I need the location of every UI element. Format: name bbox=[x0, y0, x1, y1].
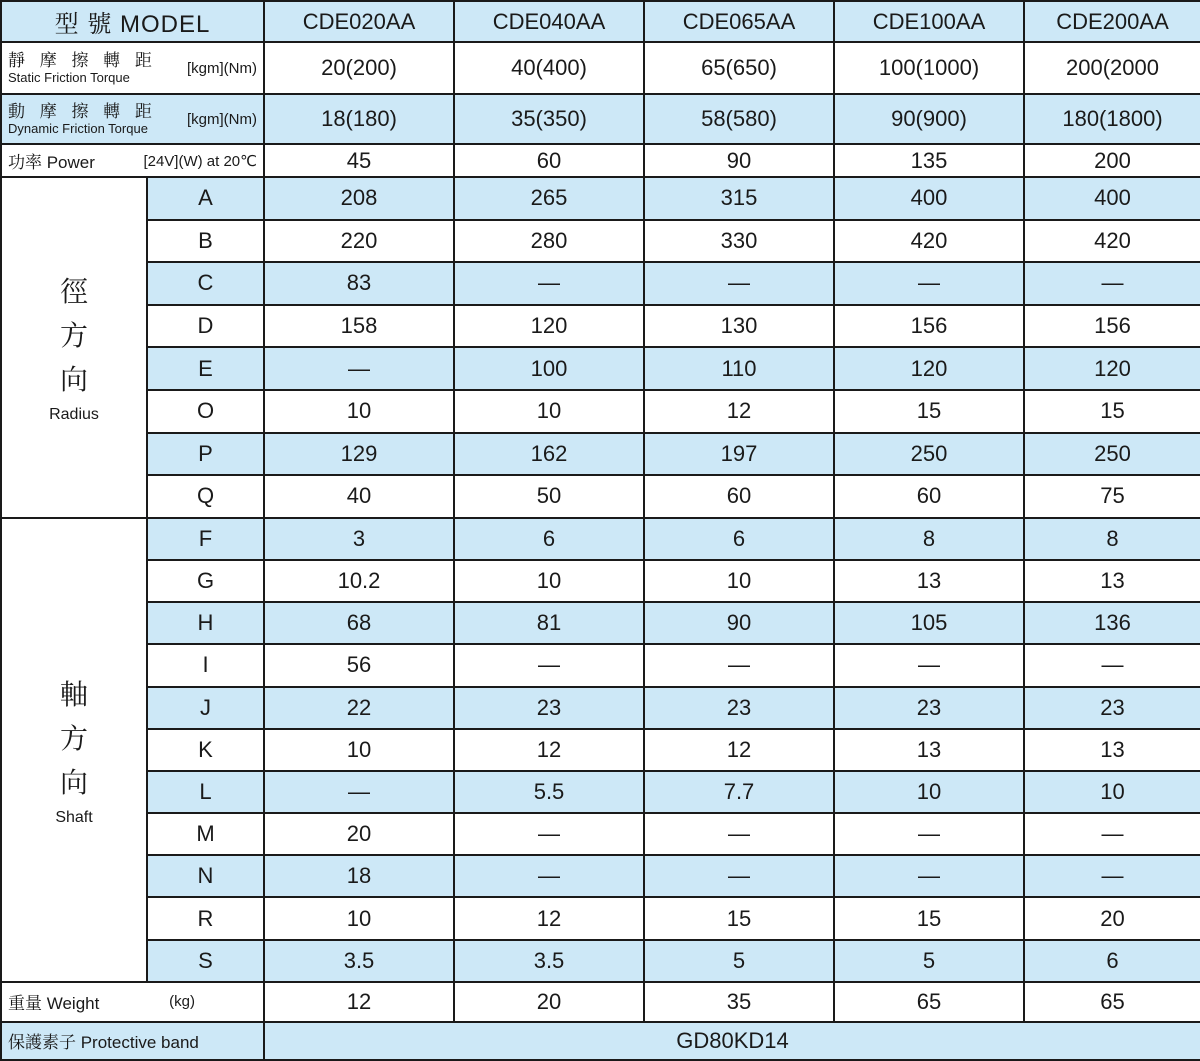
table-cell: 56 bbox=[264, 644, 454, 686]
table-cell: 75 bbox=[1024, 475, 1200, 518]
dimension-letter: L bbox=[147, 771, 264, 813]
table-cell: 20 bbox=[454, 982, 644, 1022]
dynamic-torque-label-en: Dynamic Friction Torque bbox=[8, 121, 148, 136]
table-cell: — bbox=[1024, 644, 1200, 686]
table-cell: 250 bbox=[1024, 433, 1200, 476]
table-cell: 81 bbox=[454, 602, 644, 644]
table-cell: — bbox=[644, 262, 834, 305]
table-cell: 8 bbox=[834, 518, 1024, 560]
table-cell: — bbox=[264, 771, 454, 813]
table-cell: 120 bbox=[834, 347, 1024, 390]
table-cell: — bbox=[644, 855, 834, 897]
table-cell: 3 bbox=[264, 518, 454, 560]
shaft-group-label-cn: 方 bbox=[59, 722, 88, 754]
dynamic-torque-row bbox=[1, 94, 1200, 144]
shaft-row bbox=[1, 897, 1200, 939]
radius-group-label-cn: 方 bbox=[59, 320, 88, 352]
table-cell: 83 bbox=[264, 262, 454, 305]
table-cell: 15 bbox=[834, 897, 1024, 939]
table-cell: 130 bbox=[644, 305, 834, 348]
table-cell: 20 bbox=[1024, 897, 1200, 939]
table-cell: — bbox=[644, 644, 834, 686]
dimension-letter: H bbox=[147, 602, 264, 644]
shaft-group-label bbox=[1, 518, 147, 982]
radius-group-label-cn: 向 bbox=[59, 364, 88, 396]
table-cell: 65(650) bbox=[644, 42, 834, 94]
shaft-row bbox=[1, 644, 1200, 686]
table-cell: 10 bbox=[264, 729, 454, 771]
table-cell: — bbox=[1024, 262, 1200, 305]
table-cell: 10.2 bbox=[264, 560, 454, 602]
shaft-row bbox=[1, 560, 1200, 602]
table-cell: 90 bbox=[644, 144, 834, 177]
table-cell: 58(580) bbox=[644, 94, 834, 144]
radius-row bbox=[1, 347, 1200, 390]
weight-unit: (kg) bbox=[169, 993, 195, 1011]
model-name: CDE020AA bbox=[264, 1, 454, 42]
table-cell: 120 bbox=[454, 305, 644, 348]
shaft-row bbox=[1, 855, 1200, 897]
table-cell: 45 bbox=[264, 144, 454, 177]
power-label-text: 功率 Power bbox=[8, 153, 95, 172]
table-cell: 15 bbox=[834, 390, 1024, 433]
table-cell: 50 bbox=[454, 475, 644, 518]
table-cell: 420 bbox=[1024, 220, 1200, 263]
radius-row bbox=[1, 262, 1200, 305]
protective-band-row bbox=[1, 1022, 1200, 1060]
power-row bbox=[1, 144, 1200, 177]
table-cell: 10 bbox=[834, 771, 1024, 813]
table-cell: 12 bbox=[644, 390, 834, 433]
table-cell: 250 bbox=[834, 433, 1024, 476]
weight-label bbox=[1, 982, 264, 1022]
dimension-letter: G bbox=[147, 560, 264, 602]
table-cell: 12 bbox=[264, 982, 454, 1022]
table-cell: — bbox=[834, 644, 1024, 686]
table-cell: 280 bbox=[454, 220, 644, 263]
model-label: 型 號 MODEL bbox=[1, 1, 264, 42]
table-cell: 400 bbox=[1024, 177, 1200, 220]
table-cell: 18(180) bbox=[264, 94, 454, 144]
table-cell: 10 bbox=[264, 897, 454, 939]
model-name: CDE065AA bbox=[644, 1, 834, 42]
radius-group-label bbox=[1, 177, 147, 518]
table-cell: — bbox=[834, 855, 1024, 897]
table-cell: 135 bbox=[834, 144, 1024, 177]
table-cell: 12 bbox=[454, 897, 644, 939]
dimension-letter: Q bbox=[147, 475, 264, 518]
dimension-letter: B bbox=[147, 220, 264, 263]
table-cell: 23 bbox=[454, 687, 644, 729]
table-cell: 100 bbox=[454, 347, 644, 390]
table-cell: 10 bbox=[454, 390, 644, 433]
table-cell: 23 bbox=[644, 687, 834, 729]
table-cell: 15 bbox=[1024, 390, 1200, 433]
table-cell: 200 bbox=[1024, 144, 1200, 177]
table-cell: 158 bbox=[264, 305, 454, 348]
table-cell: 40(400) bbox=[454, 42, 644, 94]
table-cell: — bbox=[644, 813, 834, 855]
table-cell: 90(900) bbox=[834, 94, 1024, 144]
protective-band-value: GD80KD14 bbox=[264, 1022, 1200, 1060]
table-cell: 330 bbox=[644, 220, 834, 263]
table-cell: 5 bbox=[644, 940, 834, 982]
dimension-letter: J bbox=[147, 687, 264, 729]
radius-group-label-en: Radius bbox=[49, 406, 99, 424]
radius-row bbox=[1, 305, 1200, 348]
static-torque-label bbox=[1, 42, 264, 94]
table-cell: 420 bbox=[834, 220, 1024, 263]
radius-row bbox=[1, 390, 1200, 433]
table-cell: 156 bbox=[834, 305, 1024, 348]
dimension-letter: M bbox=[147, 813, 264, 855]
table-cell: 12 bbox=[454, 729, 644, 771]
table-cell: 6 bbox=[644, 518, 834, 560]
table-cell: 13 bbox=[1024, 729, 1200, 771]
table-cell: 60 bbox=[834, 475, 1024, 518]
dimension-letter: K bbox=[147, 729, 264, 771]
model-name: CDE040AA bbox=[454, 1, 644, 42]
table-cell: 90 bbox=[644, 602, 834, 644]
table-cell: 6 bbox=[454, 518, 644, 560]
table-cell: 3.5 bbox=[454, 940, 644, 982]
table-cell: 68 bbox=[264, 602, 454, 644]
table-cell: 7.7 bbox=[644, 771, 834, 813]
radius-row bbox=[1, 220, 1200, 263]
table-cell: 315 bbox=[644, 177, 834, 220]
table-cell: 40 bbox=[264, 475, 454, 518]
table-cell: 20 bbox=[264, 813, 454, 855]
dimension-letter: I bbox=[147, 644, 264, 686]
table-cell: 265 bbox=[454, 177, 644, 220]
shaft-group-label-cn: 向 bbox=[59, 766, 88, 798]
radius-row bbox=[1, 433, 1200, 476]
table-cell: 208 bbox=[264, 177, 454, 220]
static-torque-row bbox=[1, 42, 1200, 94]
table-cell: 10 bbox=[1024, 771, 1200, 813]
table-cell: 5 bbox=[834, 940, 1024, 982]
dimension-letter: D bbox=[147, 305, 264, 348]
table-cell: — bbox=[1024, 855, 1200, 897]
dimension-letter: P bbox=[147, 433, 264, 476]
table-cell: 197 bbox=[644, 433, 834, 476]
table-cell: 129 bbox=[264, 433, 454, 476]
shaft-row bbox=[1, 771, 1200, 813]
table-cell: 8 bbox=[1024, 518, 1200, 560]
table-cell: — bbox=[834, 813, 1024, 855]
shaft-group-label-en: Shaft bbox=[55, 808, 93, 826]
shaft-row bbox=[1, 602, 1200, 644]
header-row bbox=[1, 1, 1200, 42]
table-cell: — bbox=[454, 644, 644, 686]
table-cell: 13 bbox=[834, 729, 1024, 771]
table-cell: 18 bbox=[264, 855, 454, 897]
table-cell: 105 bbox=[834, 602, 1024, 644]
table-cell: 6 bbox=[1024, 940, 1200, 982]
model-name: CDE100AA bbox=[834, 1, 1024, 42]
table-cell: — bbox=[1024, 813, 1200, 855]
table-cell: 200(2000 bbox=[1024, 42, 1200, 94]
power-label bbox=[1, 144, 264, 177]
protective-band-label bbox=[1, 1022, 264, 1060]
table-cell: 60 bbox=[644, 475, 834, 518]
shaft-row bbox=[1, 729, 1200, 771]
protective-band-label-text: 保護素子 Protective band bbox=[8, 1032, 199, 1052]
table-cell: 120 bbox=[1024, 347, 1200, 390]
table-cell: — bbox=[834, 262, 1024, 305]
table-cell: 5.5 bbox=[454, 771, 644, 813]
table-cell: — bbox=[454, 855, 644, 897]
weight-label-text: 重量 Weight bbox=[8, 994, 100, 1014]
static-torque-unit: [kgm](Nm) bbox=[187, 59, 257, 77]
dimension-letter: S bbox=[147, 940, 264, 982]
table-cell: 400 bbox=[834, 177, 1024, 220]
dimension-letter: N bbox=[147, 855, 264, 897]
dimension-letter: E bbox=[147, 347, 264, 390]
table-cell: 136 bbox=[1024, 602, 1200, 644]
table-cell: 162 bbox=[454, 433, 644, 476]
radius-row bbox=[1, 475, 1200, 518]
table-cell: 65 bbox=[834, 982, 1024, 1022]
shaft-group-label-cn: 軸 bbox=[59, 678, 88, 710]
table-cell: — bbox=[264, 347, 454, 390]
power-unit: [24V](W) at 20℃ bbox=[143, 152, 257, 170]
table-cell: 180(1800) bbox=[1024, 94, 1200, 144]
dimension-letter: A bbox=[147, 177, 264, 220]
dynamic-torque-label bbox=[1, 94, 264, 144]
table-cell: 23 bbox=[1024, 687, 1200, 729]
table-cell: 13 bbox=[834, 560, 1024, 602]
dynamic-torque-label-cn: 動 摩 擦 轉 距 bbox=[8, 102, 157, 121]
table-cell: 35 bbox=[644, 982, 834, 1022]
table-cell: 110 bbox=[644, 347, 834, 390]
table-cell: 10 bbox=[644, 560, 834, 602]
table-cell: 15 bbox=[644, 897, 834, 939]
table-cell: 23 bbox=[834, 687, 1024, 729]
table-cell: 65 bbox=[1024, 982, 1200, 1022]
table-cell: 156 bbox=[1024, 305, 1200, 348]
table-cell: 10 bbox=[454, 560, 644, 602]
table-cell: 220 bbox=[264, 220, 454, 263]
static-torque-label-cn: 靜 摩 擦 轉 距 bbox=[8, 51, 157, 70]
dimension-letter: O bbox=[147, 390, 264, 433]
table-cell: 100(1000) bbox=[834, 42, 1024, 94]
static-torque-label-en: Static Friction Torque bbox=[8, 70, 130, 85]
shaft-row bbox=[1, 518, 1200, 560]
dimension-letter: F bbox=[147, 518, 264, 560]
dynamic-torque-unit: [kgm](Nm) bbox=[187, 110, 257, 128]
shaft-row bbox=[1, 940, 1200, 982]
shaft-row bbox=[1, 813, 1200, 855]
weight-row bbox=[1, 982, 1200, 1022]
table-cell: 3.5 bbox=[264, 940, 454, 982]
radius-row bbox=[1, 177, 1200, 220]
shaft-row bbox=[1, 687, 1200, 729]
radius-group-label-cn: 徑 bbox=[59, 276, 88, 308]
table-cell: 10 bbox=[264, 390, 454, 433]
table-cell: 35(350) bbox=[454, 94, 644, 144]
table-cell: 20(200) bbox=[264, 42, 454, 94]
table-cell: 60 bbox=[454, 144, 644, 177]
model-name: CDE200AA bbox=[1024, 1, 1200, 42]
table-cell: 13 bbox=[1024, 560, 1200, 602]
dimension-letter: R bbox=[147, 897, 264, 939]
table-cell: 22 bbox=[264, 687, 454, 729]
table-cell: 12 bbox=[644, 729, 834, 771]
table-cell: — bbox=[454, 813, 644, 855]
dimension-letter: C bbox=[147, 262, 264, 305]
table-cell: — bbox=[454, 262, 644, 305]
